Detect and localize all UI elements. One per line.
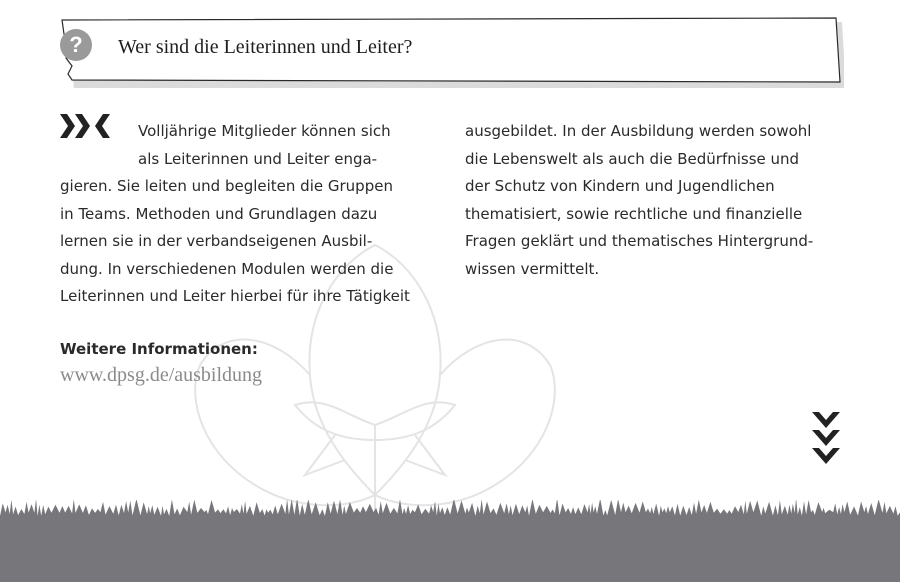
banner-title: Wer sind die Leiterinnen und Leiter? (118, 36, 413, 58)
info-link[interactable]: www.dpsg.de/ausbildung (60, 364, 263, 386)
body-line: ausgebildet. In der Ausbildung werden sowohl (465, 122, 812, 140)
question-icon: ? (60, 29, 92, 61)
body-line: dung. In verschiedenen Modulen werden die (60, 259, 394, 278)
body-line: der Schutz von Kindern und Jugendlichen (465, 177, 775, 195)
body-line: gieren. Sie leiten und begleiten die Gruppen (60, 177, 393, 195)
grass-footer (0, 500, 900, 582)
body-line: wissen vermittelt. (465, 259, 600, 278)
info-label: Weitere Informationen: (60, 340, 258, 358)
body-line: Fragen geklärt und thematisches Hintergrund- (465, 232, 814, 250)
body-line: Leiterinnen und Leiter hierbei für ihre Tätigkeit (60, 287, 410, 305)
chevrons-down-icon[interactable] (810, 410, 842, 466)
body-line: lernen sie in der verbandseigenen Ausbil- (60, 232, 373, 250)
body-line: als Leiterinnen und Leiter enga- (138, 149, 378, 168)
body-line: Volljährige Mitglieder können sich (138, 122, 391, 140)
body-column-right (465, 118, 855, 283)
body-line: die Lebenswelt als auch die Bedürfnisse und (465, 149, 800, 168)
body-line: in Teams. Methoden und Grundlagen dazu (60, 204, 378, 223)
body-line: thematisiert, sowie rechtliche und finanzielle (465, 204, 803, 223)
body-column-left (60, 118, 440, 311)
